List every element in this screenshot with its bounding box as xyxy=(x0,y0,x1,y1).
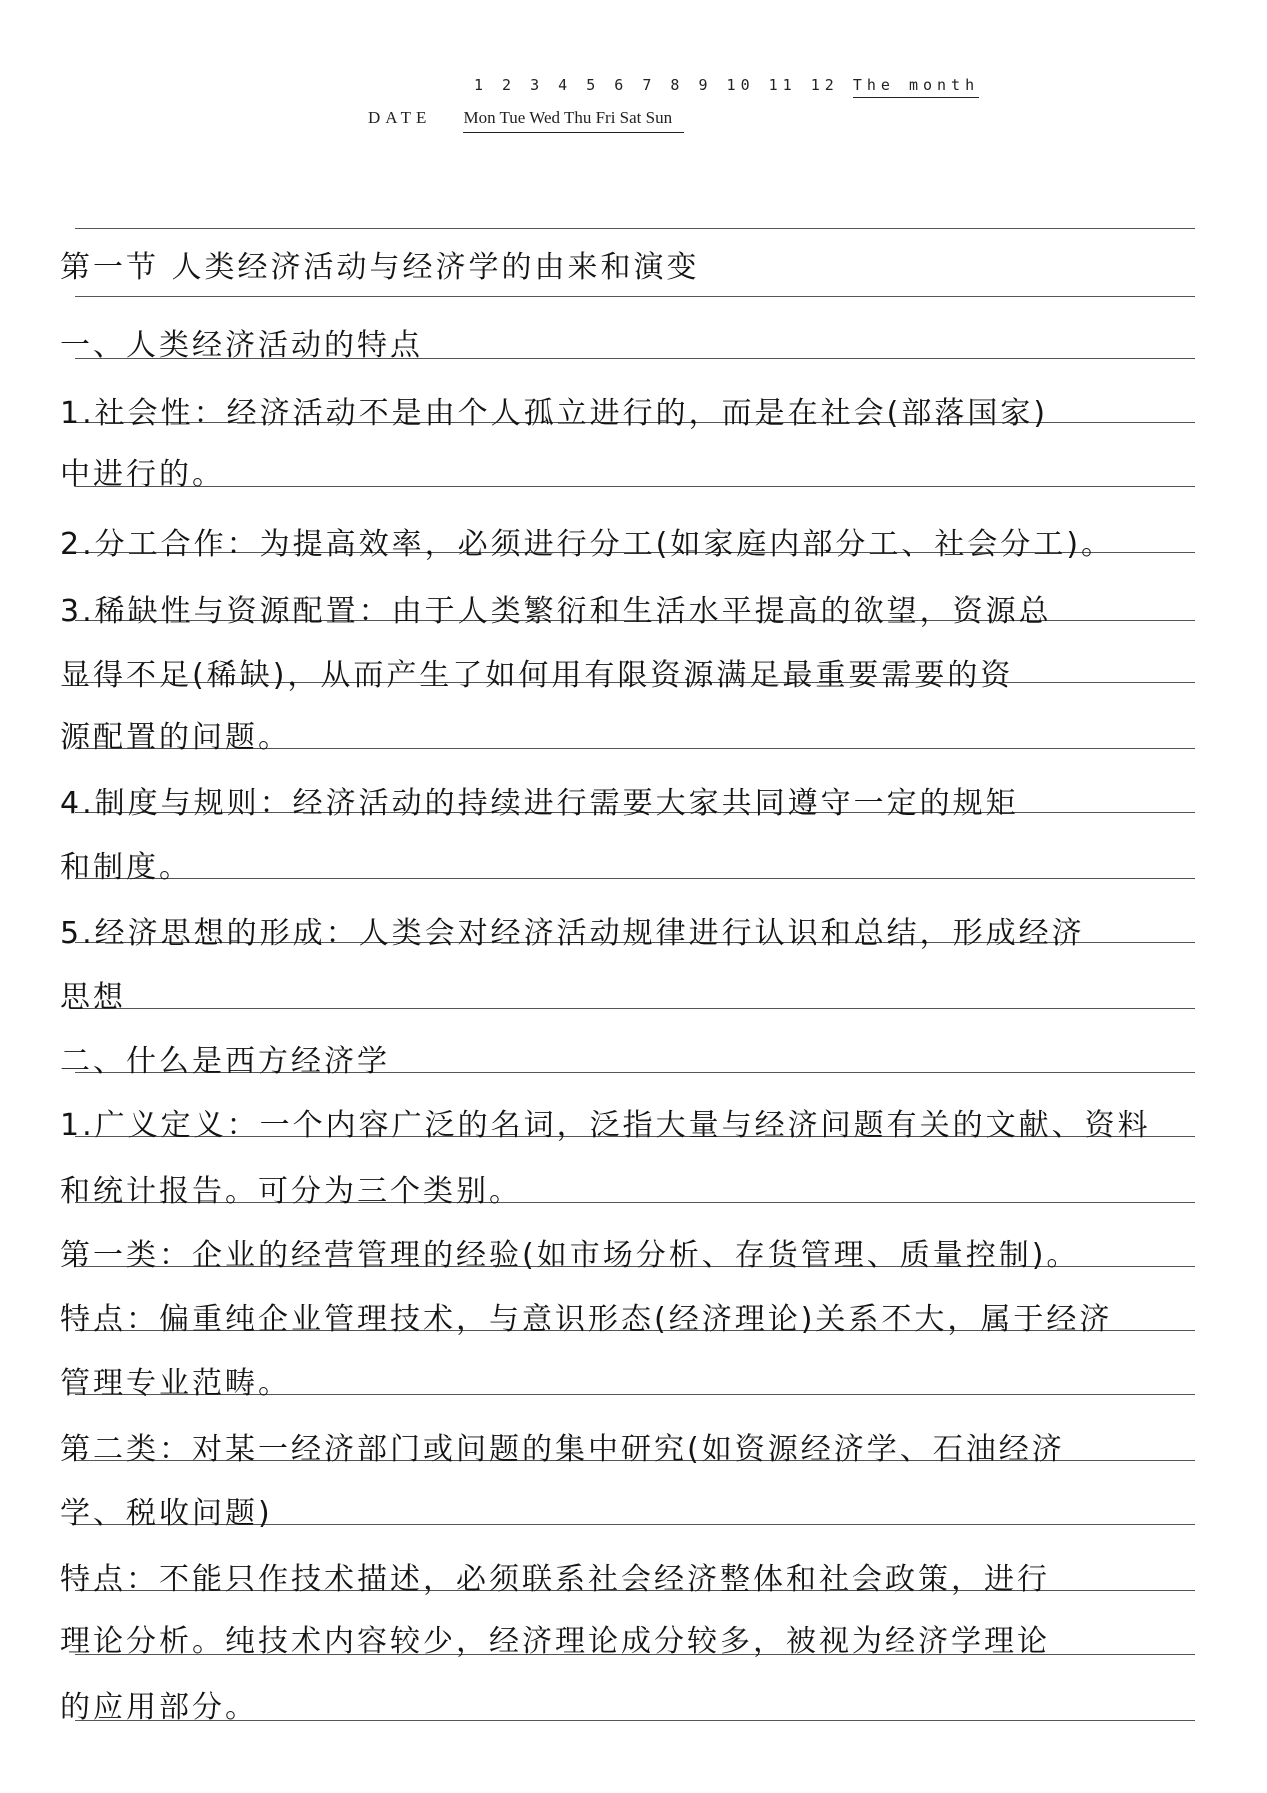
note-line: 特点：不能只作技术描述，必须联系社会经济整体和社会政策，进行 xyxy=(60,1562,1050,1597)
month-selector xyxy=(474,76,980,94)
note-line: 和制度。 xyxy=(60,850,192,885)
note-line: 的应用部分。 xyxy=(60,1690,258,1725)
month-numbers: 1 2 3 4 5 6 7 8 9 10 11 xyxy=(474,76,797,94)
date-label: DATE xyxy=(368,108,432,127)
note-line: 特点：偏重纯企业管理技术，与意识形态(经济理论)关系不大，属于经济 xyxy=(60,1302,1113,1337)
note-line: 3.稀缺性与资源配置：由于人类繁衍和生活水平提高的欲望，资源总 xyxy=(60,594,1052,629)
note-line: 思想 xyxy=(60,980,126,1015)
date-row xyxy=(368,108,684,133)
note-line: 第一节 人类经济活动与经济学的由来和演变 xyxy=(60,250,700,285)
note-line: 2.分工合作：为提高效率，必须进行分工(如家庭内部分工、社会分工)。 xyxy=(60,527,1115,562)
note-line: 管理专业范畴。 xyxy=(60,1366,291,1401)
month-twelve: 12 xyxy=(810,76,839,94)
note-line: 5.经济思想的形成：人类会对经济活动规律进行认识和总结，形成经济 xyxy=(60,916,1085,951)
ruled-line xyxy=(75,1008,1195,1009)
ruled-line xyxy=(75,296,1195,297)
note-line: 一、人类经济活动的特点 xyxy=(60,328,423,363)
note-line: 4.制度与规则：经济活动的持续进行需要大家共同遵守一定的规矩 xyxy=(60,786,1019,821)
note-line: 1.广义定义：一个内容广泛的名词，泛指大量与经济问题有关的文献、资料 xyxy=(60,1108,1151,1143)
note-line: 显得不足(稀缺)，从而产生了如何用有限资源满足最重要需要的资 xyxy=(60,658,1014,693)
note-line: 学、税收问题) xyxy=(60,1496,273,1531)
ruled-line xyxy=(75,486,1195,487)
ruled-line xyxy=(75,878,1195,879)
ruled-line xyxy=(75,228,1195,229)
note-line: 第一类：企业的经营管理的经验(如市场分析、存货管理、质量控制)。 xyxy=(60,1238,1080,1273)
note-line: 理论分析。纯技术内容较少，经济理论成分较多，被视为经济学理论 xyxy=(60,1624,1050,1659)
note-line: 中进行的。 xyxy=(60,457,225,492)
note-line: 第二类：对某一经济部门或问题的集中研究(如资源经济学、石油经济 xyxy=(60,1432,1065,1467)
note-line: 二、什么是西方经济学 xyxy=(60,1044,390,1079)
note-line: 源配置的问题。 xyxy=(60,720,291,755)
weekday-selector: Mon Tue Wed Thu Fri Sat Sun xyxy=(463,108,684,133)
month-label: The month xyxy=(853,76,979,98)
note-line: 1.社会性：经济活动不是由个人孤立进行的，而是在社会(部落国家) xyxy=(60,396,1049,431)
note-line: 和统计报告。可分为三个类别。 xyxy=(60,1174,522,1209)
